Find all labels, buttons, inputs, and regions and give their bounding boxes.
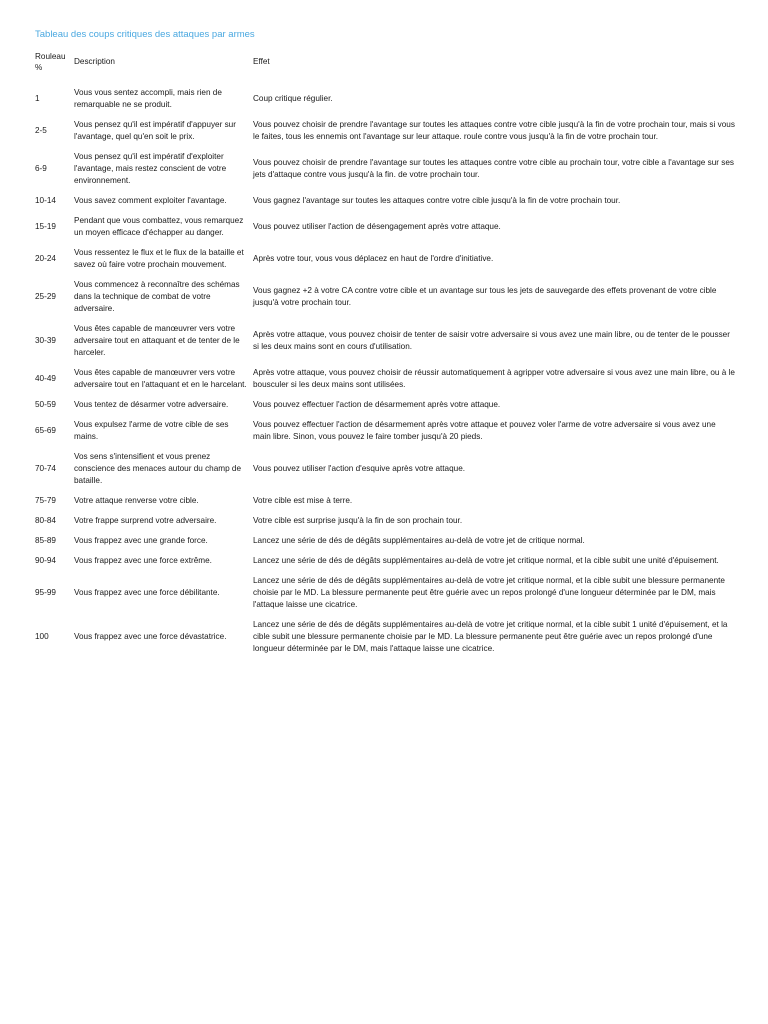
cell-description: Vous frappez avec une force dévastatrice. <box>74 632 227 641</box>
cell-effect: Lancez une série de dés de dégâts supplémentaires au-delà de votre jet critique normal, et la cible subit 1 unité d'épuisement, et la cible subit une blessure permanente choisie par le MD. La blessure permanente peut être guérie avec un repos prolongé d'une longueur déterminée par le DM, mais l'attaque laisse une cicatrice. <box>253 620 728 653</box>
document-page <box>35 28 735 659</box>
cell-effect: Votre cible est mise à terre. <box>253 496 353 505</box>
cell-description: Vous vous sentez accompli, mais rien de remarquable ne se produit. <box>74 88 222 109</box>
cell-roll: 40-49 <box>35 374 56 383</box>
table-row <box>35 319 735 363</box>
cell-description: Vous expulsez l'arme de votre cible de ses mains. <box>74 420 229 441</box>
cell-effect: Lancez une série de dés de dégâts supplémentaires au-delà de votre jet de critique normal. <box>253 536 585 545</box>
cell-effect: Vous pouvez choisir de prendre l'avantage sur toutes les attaques contre votre cible au prochain tour, votre cible a l'avantage sur ses jets d'attaque contre vous jusqu'à la fin. de votre prochain tour. <box>253 158 735 179</box>
cell-effect: Lancez une série de dés de dégâts supplémentaires au-delà de votre jet critique normal, et la cible subit une blessure permanente choisie par le MD. La blessure permanente peut être guérie avec un repos prolongé d'une longueur déterminée par le DM, mais l'attaque laisse une cicatrice. <box>253 576 725 609</box>
cell-roll: 85-89 <box>35 536 56 545</box>
cell-description: Votre attaque renverse votre cible. <box>74 496 199 505</box>
table-row <box>35 615 735 659</box>
cell-roll: 25-29 <box>35 292 56 301</box>
cell-description: Vous pensez qu'il est impératif d'exploiter l'avantage, mais restez conscient de votre environnement. <box>74 152 227 185</box>
cell-description: Pendant que vous combattez, vous remarquez un moyen efficace d'échapper au danger. <box>74 216 244 237</box>
cell-effect: Vous pouvez utiliser l'action de désengagement après votre attaque. <box>253 222 501 231</box>
page-title: Tableau des coups critiques des attaques par armes <box>35 29 255 40</box>
cell-description: Vous frappez avec une force extrême. <box>74 556 212 565</box>
table-row <box>35 191 735 211</box>
cell-description: Vous savez comment exploiter l'avantage. <box>74 196 227 205</box>
header-description: Description <box>74 57 115 66</box>
cell-roll: 20-24 <box>35 254 56 263</box>
cell-description: Vous ressentez le flux et le flux de la bataille et savez où faire votre prochain mouvement. <box>74 248 244 269</box>
cell-description: Vous êtes capable de manœuvrer vers votre adversaire tout en attaquant et de tenter de le harceler. <box>74 324 240 357</box>
cell-effect: Coup critique régulier. <box>253 94 333 103</box>
table-row <box>35 363 735 395</box>
table-row <box>35 395 735 415</box>
cell-roll: 30-39 <box>35 336 56 345</box>
cell-roll: 6-9 <box>35 164 47 173</box>
cell-roll: 95-99 <box>35 588 56 597</box>
table-row <box>35 491 735 511</box>
cell-description: Vous pensez qu'il est impératif d'appuyer sur l'avantage, quel qu'en soit le prix. <box>74 120 236 141</box>
cell-description: Vous frappez avec une grande force. <box>74 536 208 545</box>
table-row <box>35 511 735 531</box>
cell-effect: Vous gagnez l'avantage sur toutes les attaques contre votre cible jusqu'à la fin de votre prochain tour. <box>253 196 621 205</box>
cell-roll: 15-19 <box>35 222 56 231</box>
cell-effect: Vous pouvez choisir de prendre l'avantage sur toutes les attaques contre votre cible jusqu'à la fin de votre prochain tour, mais si vous le faites, tous les ennemis ont l'avantage sur leur attaque. roule contre vous jusqu'à la fin de votre prochain tour. <box>253 120 735 141</box>
cell-roll: 70-74 <box>35 464 56 473</box>
cell-effect: Après votre tour, vous vous déplacez en haut de l'ordre d'initiative. <box>253 254 494 263</box>
cell-effect: Vous pouvez effectuer l'action de désarmement après votre attaque et pouvez voler l'arme de votre adversaire si vous avez une main libre. Sinon, vous pouvez le faire tomber jusqu'à 20 pieds. <box>253 420 716 441</box>
cell-roll: 75-79 <box>35 496 56 505</box>
cell-roll: 100 <box>35 632 49 641</box>
cell-description: Votre frappe surprend votre adversaire. <box>74 516 217 525</box>
cell-roll: 1 <box>35 94 40 103</box>
cell-roll: 90-94 <box>35 556 56 565</box>
table-row <box>35 551 735 571</box>
cell-effect: Vous gagnez +2 à votre CA contre votre cible et un avantage sur tous les jets de sauvegarde des effets provenant de votre cible jusqu'à votre prochain tour. <box>253 286 717 307</box>
header-roll: Rouleau % <box>35 52 66 72</box>
cell-description: Vous frappez avec une force débilitante. <box>74 588 220 597</box>
table-row <box>35 275 735 319</box>
table-row <box>35 447 735 491</box>
table-row <box>35 115 735 147</box>
table-row <box>35 83 735 115</box>
cell-effect: Votre cible est surprise jusqu'à la fin de son prochain tour. <box>253 516 463 525</box>
header-effect: Effet <box>253 57 270 66</box>
cell-effect: Après votre attaque, vous pouvez choisir de tenter de saisir votre adversaire si vous avez une main libre, ou de tenter de le pousser si les deux mains sont en cours d'utilisation. <box>253 330 730 351</box>
cell-effect: Vous pouvez utiliser l'action d'esquive après votre attaque. <box>253 464 466 473</box>
cell-roll: 65-69 <box>35 426 56 435</box>
table-row <box>35 531 735 551</box>
critical-hits-table <box>35 49 735 659</box>
table-row <box>35 571 735 615</box>
cell-roll: 2-5 <box>35 126 47 135</box>
cell-roll: 10-14 <box>35 196 56 205</box>
table-header-row <box>35 49 735 83</box>
cell-effect: Lancez une série de dés de dégâts supplémentaires au-delà de votre jet critique normal, et la cible subit une unité d'épuisement. <box>253 556 719 565</box>
cell-effect: Vous pouvez effectuer l'action de désarmement après votre attaque. <box>253 400 501 409</box>
cell-description: Vous êtes capable de manœuvrer vers votre adversaire tout en l'attaquant et en le harcelant. <box>74 368 247 389</box>
cell-description: Vous tentez de désarmer votre adversaire. <box>74 400 229 409</box>
table-row <box>35 415 735 447</box>
table-row <box>35 243 735 275</box>
table-row <box>35 147 735 191</box>
cell-description: Vos sens s'intensifient et vous prenez conscience des menaces autour du champ de bataille. <box>74 452 242 485</box>
table-row <box>35 211 735 243</box>
cell-roll: 80-84 <box>35 516 56 525</box>
cell-roll: 50-59 <box>35 400 56 409</box>
table-body <box>35 83 735 659</box>
cell-effect: Après votre attaque, vous pouvez choisir de réussir automatiquement à agripper votre adversaire si vous avez une main libre, ou à le bousculer si les deux mains sont utilisées. <box>253 368 735 389</box>
cell-description: Vous commencez à reconnaître des schémas dans la technique de combat de votre adversaire. <box>74 280 240 313</box>
